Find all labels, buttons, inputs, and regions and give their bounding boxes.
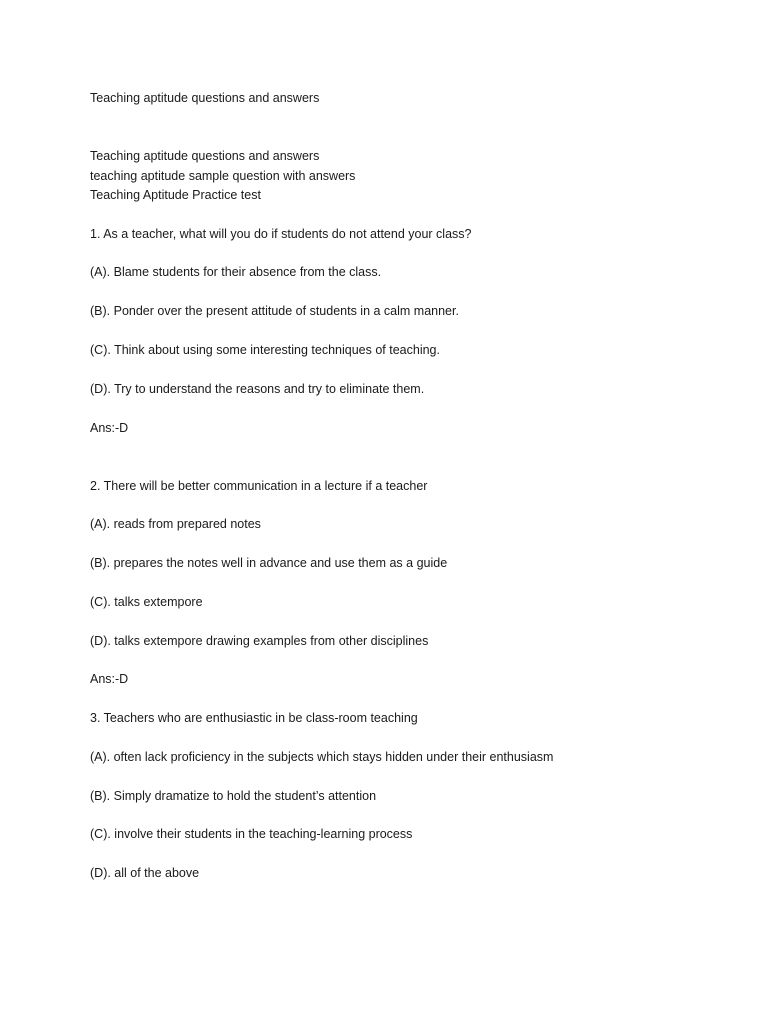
question-1-option-b: (B). Ponder over the present attitude of students in a calm manner. (90, 304, 459, 318)
question-3-option-d: (D). all of the above (90, 866, 200, 880)
question-1-option-d: (D). Try to understand the reasons and try to eliminate them. (90, 382, 425, 396)
question-3-option-b: (B). Simply dramatize to hold the student’s attention (90, 789, 377, 803)
question-3-option-a: (A). often lack proficiency in the subjects which stays hidden under their enthusiasm (90, 750, 554, 764)
question-1-option-c: (C). Think about using some interesting techniques of teaching. (90, 343, 440, 357)
intro-line-1: Teaching aptitude questions and answers (90, 149, 320, 163)
intro-line-2: teaching aptitude sample question with answers (90, 169, 356, 183)
question-1-option-a: (A). Blame students for their absence from the class. (90, 265, 382, 279)
question-2-option-a: (A). reads from prepared notes (90, 517, 261, 531)
question-2-option-d: (D). talks extempore drawing examples from other disciplines (90, 634, 429, 648)
question-1: 1. As a teacher, what will you do if students do not attend your class? (90, 227, 472, 241)
question-2-option-c: (C). talks extempore (90, 595, 203, 609)
question-1-answer: Ans:-D (90, 421, 129, 435)
question-2-answer: Ans:-D (90, 672, 129, 686)
question-3-option-c: (C). involve their students in the teaching-learning process (90, 827, 413, 841)
document-title: Teaching aptitude questions and answers (90, 91, 320, 105)
question-3: 3. Teachers who are enthusiastic in be class-room teaching (90, 711, 418, 725)
intro-line-3: Teaching Aptitude Practice test (90, 188, 261, 202)
question-2-option-b: (B). prepares the notes well in advance and use them as a guide (90, 556, 448, 570)
question-2: 2. There will be better communication in a lecture if a teacher (90, 479, 428, 493)
